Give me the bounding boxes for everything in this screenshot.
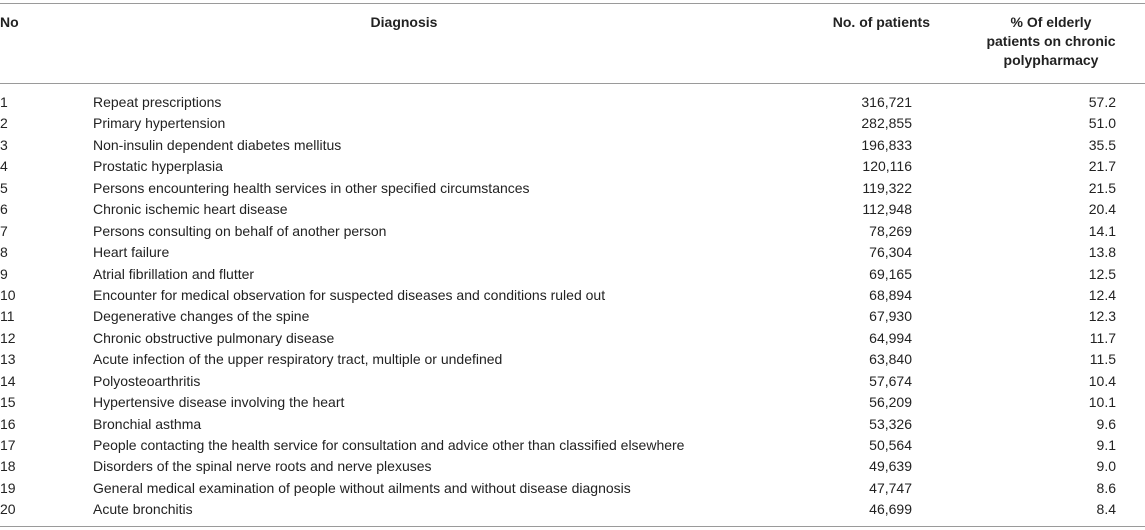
cell-diagnosis: Persons consulting on behalf of another person — [93, 222, 387, 239]
cell-patients: 47,747 — [869, 479, 912, 496]
header-diagnosis: Diagnosis — [370, 14, 438, 30]
table-row — [0, 221, 1145, 242]
cell-no: 19 — [0, 479, 16, 496]
cell-no: 11 — [0, 308, 15, 325]
cell-diagnosis: Chronic obstructive pulmonary disease — [93, 329, 335, 346]
table-header-rule — [0, 83, 1145, 84]
cell-percent: 9.6 — [1096, 415, 1116, 432]
cell-percent: 12.5 — [1088, 265, 1116, 282]
cell-no: 18 — [0, 458, 16, 475]
cell-no: 13 — [0, 351, 16, 368]
table-bottom-rule — [0, 526, 1145, 527]
table-row — [0, 478, 1145, 499]
header-percent-line3: polypharmacy — [1003, 52, 1099, 68]
cell-diagnosis: Bronchial asthma — [93, 415, 202, 432]
cell-diagnosis: Atrial fibrillation and flutter — [93, 265, 255, 282]
cell-percent: 14.1 — [1088, 222, 1116, 239]
cell-no: 12 — [0, 329, 16, 346]
cell-percent: 35.5 — [1088, 136, 1116, 153]
header-patients: No. of patients — [832, 14, 930, 30]
cell-diagnosis: Acute bronchitis — [93, 501, 193, 518]
cell-patients: 78,269 — [869, 222, 912, 239]
cell-no: 6 — [0, 201, 8, 218]
cell-patients: 63,840 — [869, 351, 912, 368]
cell-patients: 119,322 — [862, 179, 912, 196]
table-row — [0, 414, 1145, 435]
cell-diagnosis: Repeat prescriptions — [93, 94, 222, 110]
table-row — [0, 499, 1145, 520]
header-no: No — [0, 14, 19, 30]
table-row — [0, 178, 1145, 199]
cell-percent: 12.3 — [1088, 308, 1116, 325]
table-row — [0, 285, 1145, 306]
cell-diagnosis: Chronic ischemic heart disease — [93, 201, 288, 218]
cell-patients: 57,674 — [869, 372, 912, 389]
cell-diagnosis: People contacting the health service for consultation and advice other than classified elsewhere — [93, 437, 685, 453]
cell-no: 15 — [0, 394, 16, 411]
table-row — [0, 264, 1145, 285]
table-row — [0, 328, 1145, 349]
cell-no: 1 — [0, 94, 8, 110]
cell-patients: 56,209 — [869, 394, 912, 411]
cell-percent: 57.2 — [1088, 94, 1116, 110]
table-row — [0, 135, 1145, 156]
table-row — [0, 199, 1145, 220]
cell-diagnosis: Hypertensive disease involving the heart — [93, 394, 345, 411]
cell-patients: 67,930 — [869, 308, 912, 325]
cell-no: 8 — [0, 244, 8, 261]
cell-percent: 8.6 — [1096, 479, 1116, 496]
cell-patients: 196,833 — [861, 136, 912, 153]
cell-patients: 68,894 — [869, 286, 912, 303]
cell-percent: 13.8 — [1088, 244, 1116, 261]
table-row — [0, 113, 1145, 134]
cell-percent: 21.7 — [1088, 158, 1116, 175]
cell-percent: 20.4 — [1088, 201, 1116, 218]
cell-patients: 49,639 — [869, 458, 912, 475]
cell-patients: 316,721 — [861, 94, 912, 110]
table-header — [0, 0, 1145, 83]
table-row — [0, 392, 1145, 413]
cell-patients: 50,564 — [869, 437, 912, 453]
table-row — [0, 435, 1145, 456]
cell-patients: 69,165 — [869, 265, 912, 282]
header-percent — [958, 13, 1144, 70]
table-row — [0, 371, 1145, 392]
cell-no: 7 — [0, 222, 8, 239]
cell-patients: 46,699 — [869, 501, 912, 518]
cell-diagnosis: Disorders of the spinal nerve roots and nerve plexuses — [93, 458, 432, 475]
cell-no: 10 — [0, 286, 16, 303]
cell-no: 5 — [0, 179, 8, 196]
cell-percent: 10.1 — [1088, 394, 1116, 411]
header-percent-line1: % Of elderly — [1010, 14, 1092, 30]
cell-diagnosis: Non-insulin dependent diabetes mellitus — [93, 136, 342, 153]
cell-patients: 64,994 — [869, 329, 912, 346]
cell-percent: 9.1 — [1096, 437, 1116, 453]
cell-diagnosis: Polyosteoarthritis — [93, 372, 201, 389]
cell-diagnosis: Degenerative changes of the spine — [93, 308, 310, 325]
table-row — [0, 456, 1145, 477]
cell-percent: 8.4 — [1096, 501, 1116, 518]
header-percent-line2: patients on chronic — [986, 33, 1116, 49]
cell-percent: 12.4 — [1088, 286, 1116, 303]
cell-percent: 21.5 — [1088, 179, 1116, 196]
cell-percent: 51.0 — [1088, 115, 1116, 132]
cell-percent: 11.7 — [1089, 329, 1116, 346]
cell-no: 16 — [0, 415, 16, 432]
cell-percent: 9.0 — [1096, 458, 1116, 475]
cell-no: 14 — [0, 372, 16, 389]
cell-diagnosis: Primary hypertension — [93, 115, 226, 132]
cell-no: 4 — [0, 158, 8, 175]
cell-diagnosis: Acute infection of the upper respiratory tract, multiple or undefined — [93, 351, 503, 368]
cell-diagnosis: Persons encountering health services in other specified circumstances — [93, 179, 530, 196]
cell-no: 17 — [0, 437, 16, 453]
cell-no: 2 — [0, 115, 8, 132]
table-row — [0, 92, 1145, 113]
table-body — [0, 92, 1145, 521]
cell-diagnosis: Heart failure — [93, 244, 170, 261]
cell-patients: 120,116 — [862, 158, 912, 175]
table-row — [0, 349, 1145, 370]
cell-percent: 11.5 — [1089, 351, 1116, 368]
table-row — [0, 156, 1145, 177]
cell-diagnosis: Prostatic hyperplasia — [93, 158, 223, 175]
cell-patients: 282,855 — [861, 115, 912, 132]
cell-patients: 76,304 — [869, 244, 912, 261]
cell-no: 20 — [0, 501, 16, 518]
cell-no: 9 — [0, 265, 8, 282]
cell-diagnosis: Encounter for medical observation for suspected diseases and conditions ruled out — [93, 286, 606, 303]
table-row — [0, 242, 1145, 263]
cell-patients: 112,948 — [862, 201, 912, 218]
cell-diagnosis: General medical examination of people without ailments and without disease diagnosis — [93, 479, 631, 496]
table-row — [0, 306, 1145, 327]
cell-percent: 10.4 — [1088, 372, 1116, 389]
cell-no: 3 — [0, 136, 8, 153]
cell-patients: 53,326 — [869, 415, 912, 432]
